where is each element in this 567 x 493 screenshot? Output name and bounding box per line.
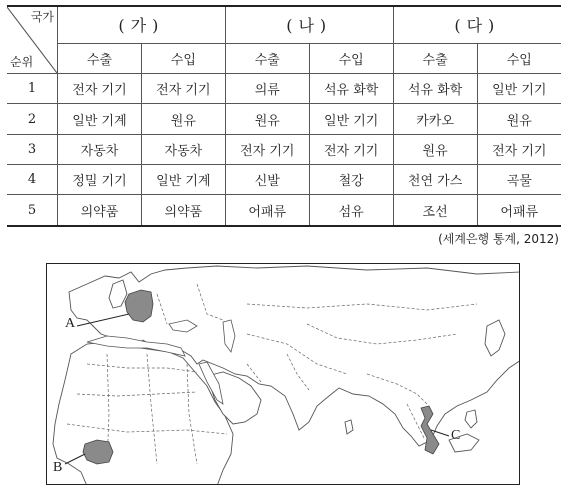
country-na-header: (나)	[225, 6, 393, 43]
country-ga-header: (가)	[58, 6, 226, 43]
table-row	[7, 74, 561, 104]
table-cell: 전자 기기	[141, 74, 225, 104]
table-cell: 원유	[225, 104, 309, 134]
trade-table	[7, 5, 561, 227]
import-header: 수입	[141, 43, 225, 73]
table-cell: 카카오	[393, 104, 477, 134]
world-map	[46, 263, 520, 485]
table-cell: 의류	[225, 74, 309, 104]
table-cell: 전자 기기	[58, 74, 142, 104]
table-row	[7, 165, 561, 195]
table-cell: 전자 기기	[309, 134, 393, 164]
table-cell: 원유	[141, 104, 225, 134]
rank-cell: 2	[7, 104, 58, 134]
import-header: 수입	[309, 43, 393, 73]
table-cell: 자동차	[58, 134, 142, 164]
table-cell: 정밀 기기	[58, 165, 142, 195]
table-cell: 의약품	[58, 195, 142, 226]
country-header-label: 국가	[30, 10, 54, 24]
table-cell: 일반 기기	[477, 74, 561, 104]
export-header: 수출	[225, 43, 309, 73]
source-caption: (세계은행 통계, 2012)	[438, 232, 559, 246]
table-header-row	[7, 6, 561, 43]
table-row	[7, 195, 561, 226]
table-cell: 천연 가스	[393, 165, 477, 195]
table-cell: 철강	[309, 165, 393, 195]
table-cell: 섬유	[309, 195, 393, 226]
table-cell: 신발	[225, 165, 309, 195]
map-drawing	[47, 264, 520, 485]
table-cell: 어패류	[225, 195, 309, 226]
table-cell: 원유	[477, 104, 561, 134]
table-cell: 전자 기기	[225, 134, 309, 164]
table-cell: 곡물	[477, 165, 561, 195]
export-header: 수출	[393, 43, 477, 73]
table-cell: 석유 화학	[309, 74, 393, 104]
table-cell: 의약품	[141, 195, 225, 226]
table-cell: 일반 기계	[58, 104, 142, 134]
table-cell: 자동차	[141, 134, 225, 164]
table-row	[7, 134, 561, 164]
rank-cell: 3	[7, 134, 58, 164]
import-header: 수입	[477, 43, 561, 73]
rank-cell: 4	[7, 165, 58, 195]
map-label-a: A	[65, 316, 76, 331]
rank-cell: 5	[7, 195, 58, 226]
rank-header-label: 순위	[10, 55, 34, 70]
country-da-header: (다)	[393, 6, 561, 43]
table-cell: 석유 화학	[393, 74, 477, 104]
table-cell: 일반 기기	[309, 104, 393, 134]
table-cell: 일반 기계	[141, 165, 225, 195]
table-subheader-row	[7, 43, 561, 73]
country-b-ivory-coast	[83, 440, 113, 464]
table-row	[7, 104, 561, 134]
table-cell: 원유	[393, 134, 477, 164]
table-cell: 조선	[393, 195, 477, 226]
landmass	[53, 266, 520, 485]
map-label-b: B	[53, 460, 63, 475]
rank-cell: 1	[7, 74, 58, 104]
table-cell: 전자 기기	[477, 134, 561, 164]
export-header: 수출	[58, 43, 142, 73]
diagonal-header-cell	[7, 6, 58, 74]
map-label-c: C	[451, 428, 461, 443]
table-cell: 어패류	[477, 195, 561, 226]
